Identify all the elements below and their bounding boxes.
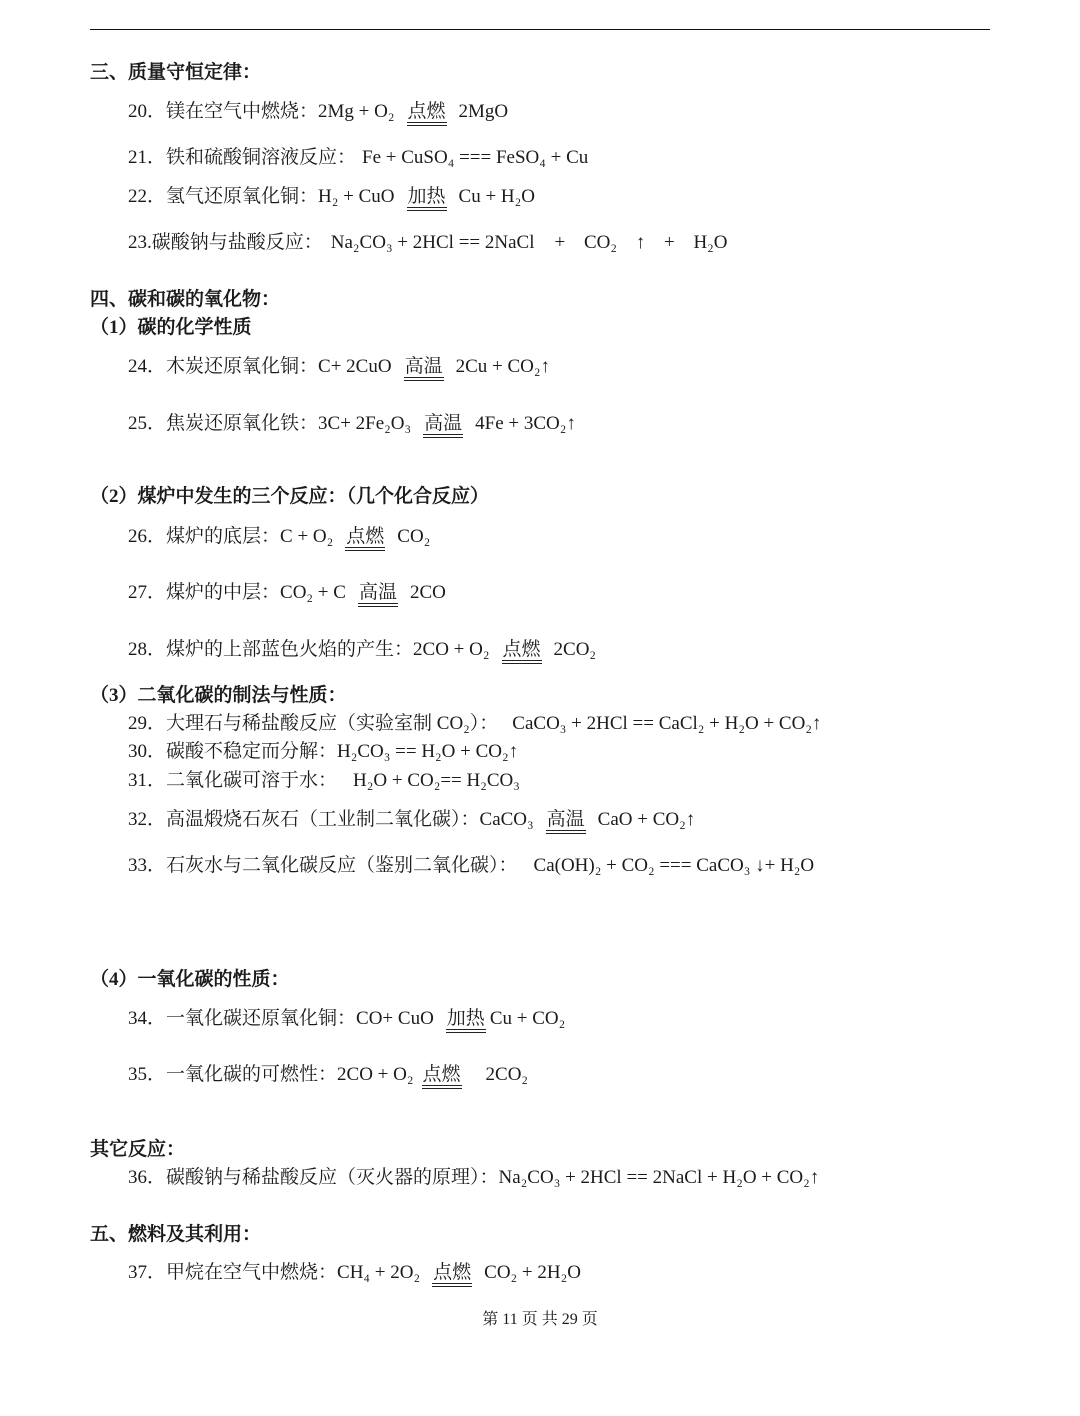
equation-number: 30． <box>128 741 167 762</box>
equation-reactants: 2CO + O₂ <box>413 639 490 660</box>
equation-reactants: CO₂ + C <box>280 582 346 603</box>
equation-number: 36． <box>128 1167 167 1188</box>
reaction-condition: 点燃 <box>432 1263 472 1287</box>
equation-number: 29． <box>128 713 167 734</box>
equation-line <box>128 808 695 832</box>
equation-products: Cu + H₂O <box>458 186 535 207</box>
equation-products: Cu + CO₂ <box>489 1008 566 1029</box>
equation-number: 26． <box>128 526 167 547</box>
equation-line <box>128 854 814 878</box>
equation-line <box>128 1063 528 1087</box>
reaction-condition: 高温 <box>423 414 463 438</box>
equation-reactants: CH₄ + 2O₂ <box>337 1262 421 1283</box>
equation-formula: H₂CO₃ == H₂O + CO₂↑ <box>337 741 519 762</box>
equation-products: CaO + CO₂↑ <box>597 809 696 830</box>
subsection-heading: （2）煤炉中发生的三个反应：（几个化合反应） <box>90 486 490 507</box>
equation-line <box>128 231 728 255</box>
equation-reactants: 3C+ 2Fe₂O₃ <box>318 413 412 434</box>
equation-description: 木炭还原氧化铜： <box>166 356 319 377</box>
equation-description: 镁在空气中燃烧： <box>166 101 319 122</box>
equation-reactants: CO+ CuO <box>356 1008 434 1029</box>
equation-description: 焦炭还原氧化铁： <box>166 413 319 434</box>
equation-line <box>128 638 596 662</box>
equation-description: 一氧化碳的可燃性： <box>166 1064 338 1085</box>
subsection-heading: （4）一氧化碳的性质： <box>90 969 290 990</box>
equation-line <box>128 740 518 764</box>
section-heading: 三、质量守恒定律： <box>90 62 262 83</box>
equation-description: 石灰水与二氧化碳反应（鉴别二氧化碳）： <box>166 855 518 876</box>
reaction-condition: 点燃 <box>422 1065 462 1089</box>
equation-products: 2CO₂ <box>553 639 597 660</box>
equation-reactants: 2Mg + O₂ <box>318 101 395 122</box>
equation-line <box>128 146 588 170</box>
equation-description: 煤炉的中层： <box>166 582 281 603</box>
reaction-condition: 高温 <box>358 583 398 607</box>
reaction-condition: 高温 <box>404 357 444 381</box>
equation-number: 22． <box>128 186 167 207</box>
equation-reactants: C+ 2CuO <box>318 356 392 377</box>
reaction-condition: 加热 <box>407 187 447 211</box>
equation-description: 碳酸钠与盐酸反应： <box>151 232 323 253</box>
equation-number: 23. <box>128 232 152 253</box>
equation-number: 20． <box>128 101 167 122</box>
section-heading: 其它反应： <box>90 1139 186 1160</box>
equation-description: 甲烷在空气中燃烧： <box>166 1262 338 1283</box>
subsection-heading: （1）碳的化学性质 <box>90 317 252 338</box>
equation-line <box>128 769 520 793</box>
equation-number: 21． <box>128 147 167 168</box>
equation-number: 37． <box>128 1262 167 1283</box>
equation-description: 碳酸不稳定而分解： <box>166 741 338 762</box>
equation-number: 31． <box>128 770 167 791</box>
equation-products: 4Fe + 3CO₂↑ <box>475 413 576 434</box>
equation-description: 铁和硫酸铜溶液反应： <box>166 147 357 168</box>
equation-description: 煤炉的上部蓝色火焰的产生： <box>166 639 414 660</box>
equation-description: 煤炉的底层： <box>166 526 281 547</box>
equation-number: 33． <box>128 855 167 876</box>
equation-description: 大理石与稀盐酸反应（实验室制 CO₂）： <box>166 713 499 734</box>
equation-formula: Fe + CuSO₄ === FeSO₄ + Cu <box>362 147 589 168</box>
equation-line <box>128 1007 565 1031</box>
equation-reactants: 2CO + O₂ <box>337 1064 414 1085</box>
equation-number: 32． <box>128 809 167 830</box>
equation-line <box>128 712 821 736</box>
equation-formula: Na₂CO₃ + 2HCl == 2NaCl <box>330 232 535 253</box>
equation-line <box>128 1261 581 1285</box>
equation-description: 高温煅烧石灰石（工业制二氧化碳）： <box>166 809 480 830</box>
equation-number: 34． <box>128 1008 167 1029</box>
page-footer: 第 11 页 共 29 页 <box>482 1311 598 1328</box>
subsection-heading: （3）二氧化碳的制法与性质： <box>90 685 347 706</box>
equation-formula: Ca(OH)₂ + CO₂ === CaCO₃ ↓+ H₂O <box>533 855 815 876</box>
equation-description: 氢气还原氧化铜： <box>166 186 319 207</box>
equation-number: 25． <box>128 413 167 434</box>
equation-description: 二氧化碳可溶于水： <box>166 770 338 791</box>
equation-number: 27． <box>128 582 167 603</box>
section-heading: 四、碳和碳的氧化物： <box>90 289 281 310</box>
equation-line <box>128 412 576 436</box>
reaction-condition: 加热 <box>446 1009 486 1033</box>
equation-products: 2Cu + CO₂↑ <box>455 356 550 377</box>
equation-description: 碳酸钠与稀盐酸反应（灭火器的原理）： <box>166 1167 499 1188</box>
equation-products-tail: + CO₂ ↑ + H₂O <box>554 232 728 253</box>
section-heading: 五、燃料及其利用： <box>90 1224 262 1245</box>
equation-formula: CaCO₃ + 2HCl == CaCl₂ + H₂O + CO₂↑ <box>512 713 822 734</box>
equation-number: 28． <box>128 639 167 660</box>
equation-products: 2MgO <box>458 101 509 122</box>
equation-formula: H₂O + CO₂== H₂CO₃ <box>353 770 520 791</box>
equation-reactants: H₂ + CuO <box>318 186 395 207</box>
equation-line <box>128 581 446 605</box>
equation-products: 2CO₂ <box>485 1064 529 1085</box>
reaction-condition: 点燃 <box>407 102 447 126</box>
equation-products: CO₂ + 2H₂O <box>484 1262 581 1283</box>
equation-number: 35． <box>128 1064 167 1085</box>
equation-line <box>128 355 550 379</box>
equation-products: CO₂ <box>397 526 431 547</box>
equation-line <box>128 100 508 124</box>
equation-line <box>128 1166 819 1190</box>
equation-line <box>128 525 430 549</box>
equation-number: 24． <box>128 356 167 377</box>
reaction-condition: 点燃 <box>502 640 542 664</box>
equation-formula: Na₂CO₃ + 2HCl == 2NaCl + H₂O + CO₂↑ <box>498 1167 820 1188</box>
header-rule <box>90 29 990 30</box>
equation-description: 一氧化碳还原氧化铜： <box>166 1008 357 1029</box>
equation-reactants: CaCO₃ <box>479 809 534 830</box>
reaction-condition: 点燃 <box>345 527 385 551</box>
equation-products: 2CO <box>409 582 446 603</box>
reaction-condition: 高温 <box>546 810 586 834</box>
equation-reactants: C + O₂ <box>280 526 334 547</box>
equation-line <box>128 185 535 209</box>
